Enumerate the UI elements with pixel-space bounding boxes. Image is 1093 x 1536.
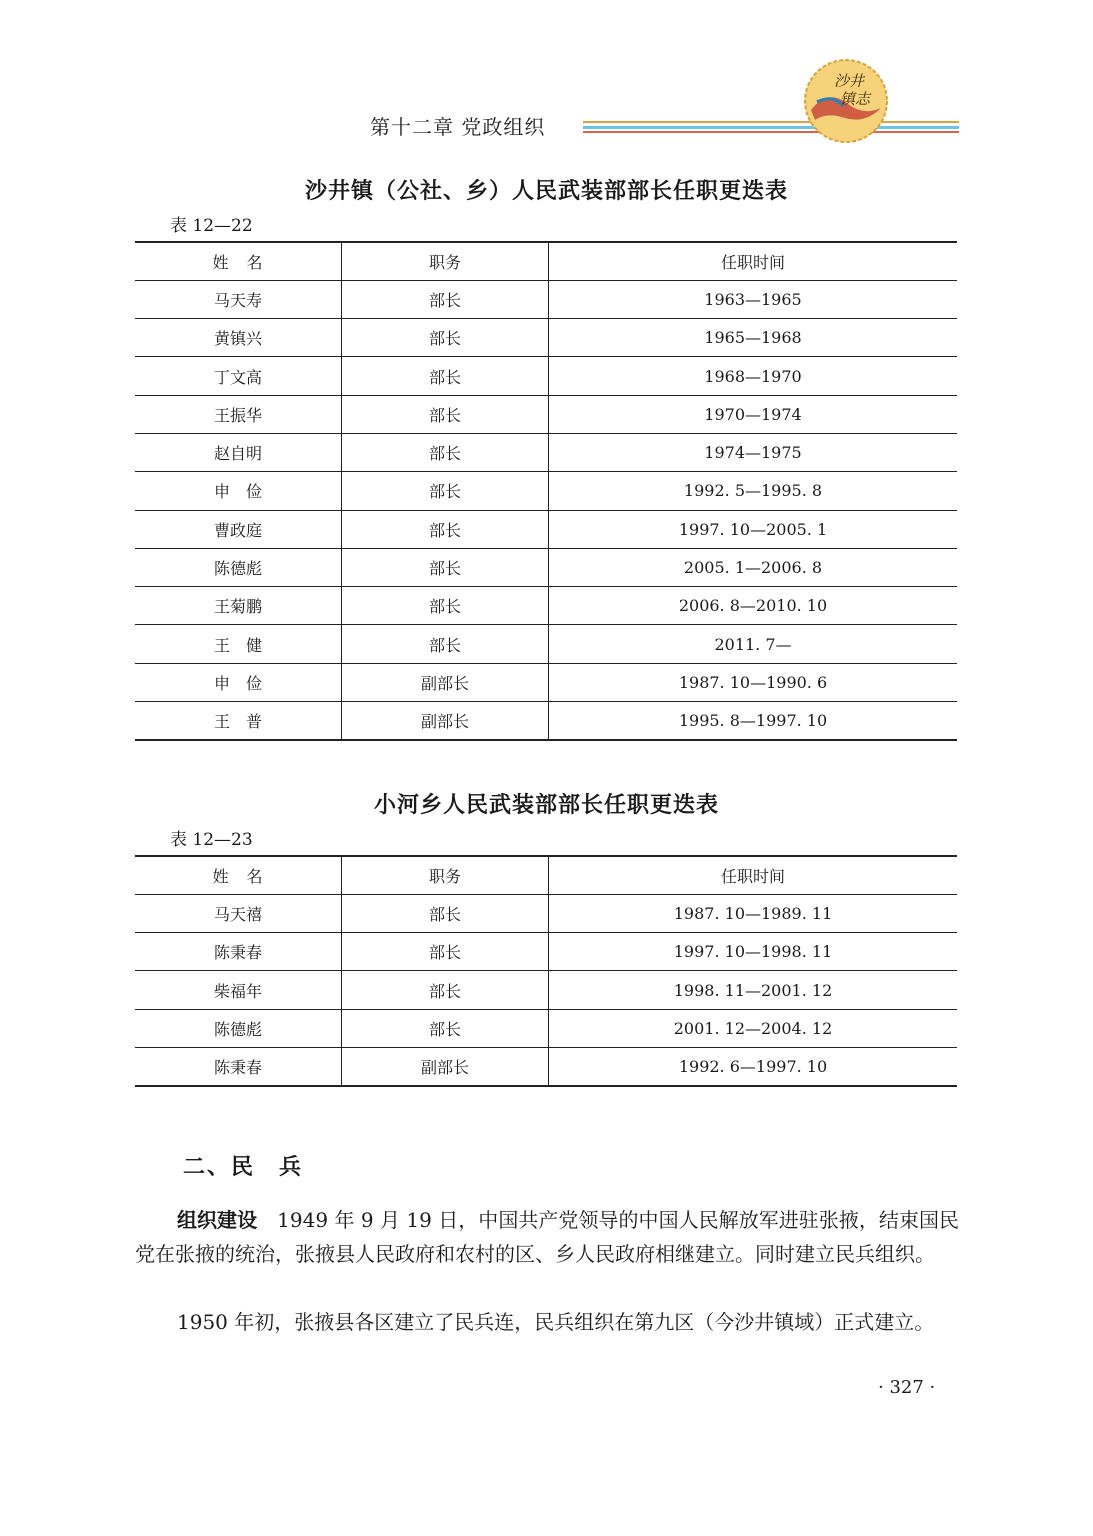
cell-name: 马天禧	[135, 894, 342, 932]
cell-position: 部长	[342, 280, 549, 318]
cell-term: 1998. 11—2001. 12	[549, 971, 958, 1009]
table-header-row	[135, 242, 957, 280]
header-name: 姓 名	[135, 242, 342, 280]
logo-text-top: 沙井	[833, 72, 865, 90]
cell-term: 1997. 10—2005. 1	[549, 510, 958, 548]
book-logo	[803, 58, 889, 144]
table-row	[135, 548, 957, 586]
cell-name: 马天寿	[135, 280, 342, 318]
cell-name: 陈德彪	[135, 548, 342, 586]
table-row	[135, 472, 957, 510]
table-row	[135, 625, 957, 663]
chapter-title: 第十二章 党政组织	[370, 115, 546, 139]
header-position: 职务	[342, 856, 549, 894]
cell-position: 部长	[342, 1009, 549, 1047]
table-row	[135, 1009, 957, 1047]
section-heading: 二、民 兵	[183, 1155, 304, 1180]
header-rule-gold	[583, 121, 959, 123]
table2-title: 小河乡人民武装部部长任职更迭表	[373, 793, 719, 818]
cell-name: 王振华	[135, 395, 342, 433]
cell-position: 副部长	[342, 1047, 549, 1085]
table-row	[135, 894, 957, 932]
cell-term: 2006. 8—2010. 10	[549, 587, 958, 625]
paragraph-1950: 1950 年初，张掖县各区建立了民兵连，民兵组织在第九区（今沙井镇域）正式建立。	[177, 1310, 935, 1334]
table-header-row	[135, 856, 957, 894]
cell-name: 陈德彪	[135, 1009, 342, 1047]
paragraph-organization	[135, 1203, 959, 1271]
cell-position: 部长	[342, 625, 549, 663]
header-position: 职务	[342, 242, 549, 280]
table-row	[135, 587, 957, 625]
header-term: 任职时间	[549, 242, 958, 280]
cell-position: 部长	[342, 319, 549, 357]
table-row	[135, 357, 957, 395]
table1	[135, 241, 957, 741]
cell-position: 部长	[342, 548, 549, 586]
cell-position: 部长	[342, 357, 549, 395]
header-rule-blue	[583, 126, 959, 129]
paragraph-keyword: 组织建设	[177, 1208, 258, 1232]
cell-name: 申 俭	[135, 472, 342, 510]
table1-title: 沙井镇（公社、乡）人民武装部部长任职更迭表	[304, 179, 788, 204]
table-row	[135, 702, 957, 740]
logo-text-bottom: 镇志	[839, 90, 871, 108]
table-row	[135, 1047, 957, 1085]
cell-position: 部长	[342, 894, 549, 932]
table-row	[135, 433, 957, 471]
cell-name: 陈秉春	[135, 933, 342, 971]
cell-name: 黄镇兴	[135, 319, 342, 357]
cell-term: 2005. 1—2006. 8	[549, 548, 958, 586]
cell-term: 1970—1974	[549, 395, 958, 433]
header-name: 姓 名	[135, 856, 342, 894]
cell-name: 陈秉春	[135, 1047, 342, 1085]
cell-term: 2001. 12—2004. 12	[549, 1009, 958, 1047]
table-row	[135, 280, 957, 318]
cell-name: 申 俭	[135, 663, 342, 701]
cell-name: 丁文高	[135, 357, 342, 395]
cell-term: 1968—1970	[549, 357, 958, 395]
cell-name: 柴福年	[135, 971, 342, 1009]
cell-position: 部长	[342, 395, 549, 433]
cell-name: 王 普	[135, 702, 342, 740]
cell-term: 2011. 7—	[549, 625, 958, 663]
table2-label: 表 12—23	[170, 830, 253, 850]
cell-name: 王 健	[135, 625, 342, 663]
cell-term: 1963—1965	[549, 280, 958, 318]
cell-term: 1974—1975	[549, 433, 958, 471]
page-number: · 327 ·	[878, 1377, 936, 1398]
cell-term: 1987. 10—1989. 11	[549, 894, 958, 932]
table-row	[135, 319, 957, 357]
cell-position: 部长	[342, 472, 549, 510]
cell-position: 部长	[342, 587, 549, 625]
cell-name: 曹政庭	[135, 510, 342, 548]
cell-position: 部长	[342, 433, 549, 471]
table-row	[135, 933, 957, 971]
cell-term: 1965—1968	[549, 319, 958, 357]
table-row	[135, 971, 957, 1009]
cell-name: 王菊鹏	[135, 587, 342, 625]
cell-position: 副部长	[342, 702, 549, 740]
header-rule-red	[583, 131, 959, 133]
cell-term: 1987. 10—1990. 6	[549, 663, 958, 701]
table-row	[135, 663, 957, 701]
table-row	[135, 395, 957, 433]
table1-label: 表 12—22	[170, 216, 253, 236]
table-row	[135, 510, 957, 548]
cell-term: 1995. 8—1997. 10	[549, 702, 958, 740]
cell-term: 1992. 5—1995. 8	[549, 472, 958, 510]
cell-name: 赵自明	[135, 433, 342, 471]
cell-term: 1997. 10—1998. 11	[549, 933, 958, 971]
header-term: 任职时间	[549, 856, 958, 894]
cell-position: 部长	[342, 971, 549, 1009]
cell-position: 副部长	[342, 663, 549, 701]
table2	[135, 855, 957, 1087]
cell-position: 部长	[342, 933, 549, 971]
cell-term: 1992. 6—1997. 10	[549, 1047, 958, 1085]
paragraph-text: 1949 年 9 月 19 日，中国共产党领导的中国人民解放军进驻张掖，结束国民党在张掖的统治，张掖县人民政府和农村的区、乡人民政府相继建立。同时建立民兵组织。	[135, 1208, 960, 1266]
cell-position: 部长	[342, 510, 549, 548]
